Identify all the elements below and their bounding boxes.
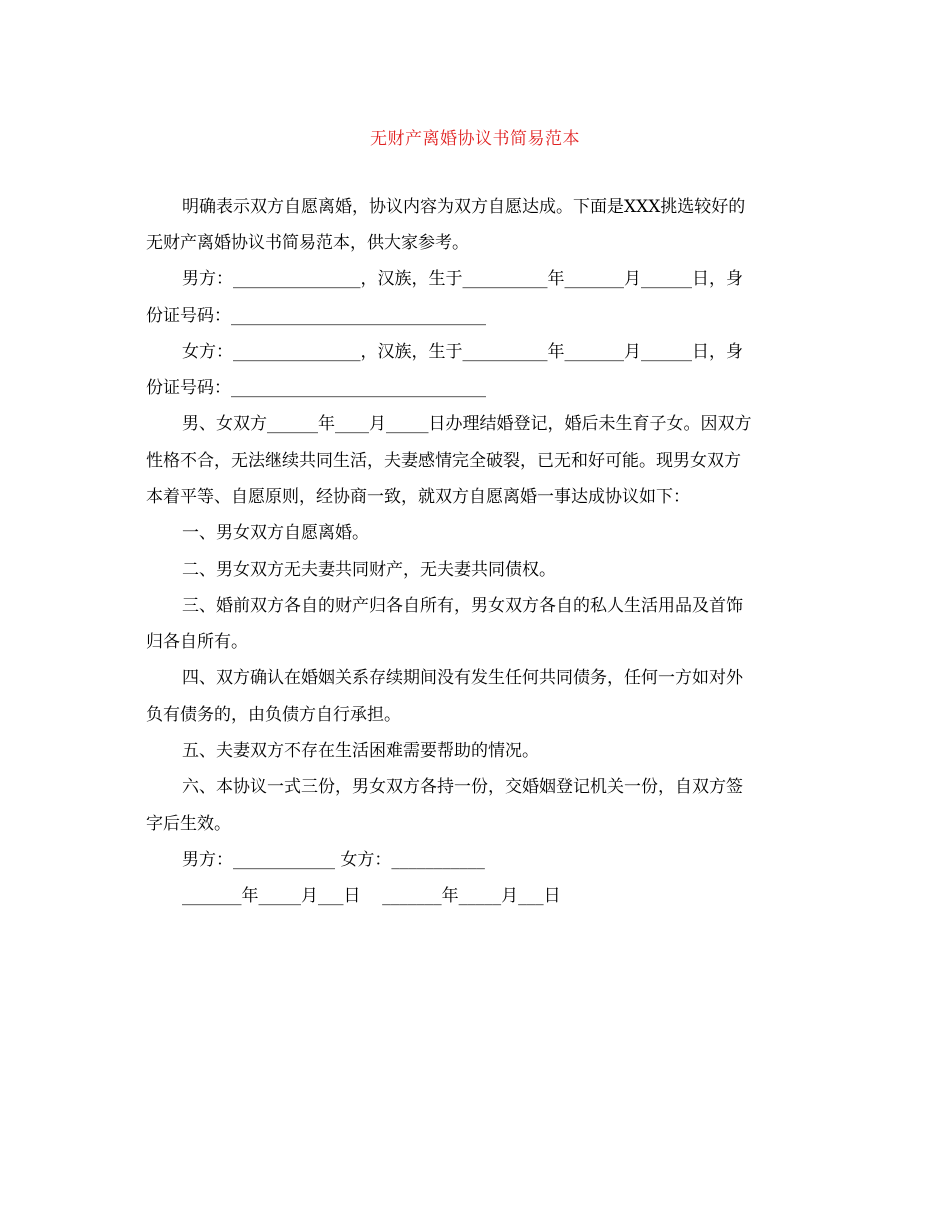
- signature-dates-line: _______年_____月___日 _______年_____月___日: [182, 886, 561, 906]
- intro-line-1: 明确表示双方自愿离婚，协议内容为双方自愿达成。下面是XXX挑选较好的: [182, 197, 746, 217]
- clause-3-line-2: 归各自所有。: [146, 632, 248, 652]
- clause-4-line-2: 负有债务的，由负债方自行承担。: [146, 705, 401, 725]
- clause-6-line-1: 六、本协议一式三份，男女双方各持一份，交婚姻登记机关一份，自双方签: [182, 777, 743, 797]
- document-title: 无财产离婚协议书简易范本: [370, 129, 580, 149]
- clause-6-line-2: 字后生效。: [146, 814, 231, 834]
- clause-5: 五、夫妻双方不存在生活困难需要帮助的情况。: [182, 741, 539, 761]
- signature-names-line: 男方：____________ 女方：___________: [182, 850, 485, 870]
- clause-1: 一、男女双方自愿离婚。: [182, 523, 369, 543]
- intro-line-2: 无财产离婚协议书简易范本，供大家参考。: [146, 233, 469, 253]
- female-party-id-line: 份证号码：______________________________: [146, 378, 486, 398]
- clause-3-line-1: 三、婚前双方各自的财产归各自所有，男女双方各自的私人生活用品及首饰: [182, 596, 743, 616]
- male-party-line-1: 男方：_______________，汉族，生于__________年_______月______日，身: [182, 269, 743, 289]
- clause-2: 二、男女双方无夫妻共同财产，无夫妻共同债权。: [182, 560, 556, 580]
- female-party-line-1: 女方：_______________，汉族，生于__________年_______月______日，身: [182, 342, 743, 362]
- background-line-3: 本着平等、自愿原则，经协商一致，就双方自愿离婚一事达成协议如下：: [146, 487, 690, 507]
- background-line-1: 男、女双方______年____月_____日办理结婚登记，婚后未生育子女。因双方: [182, 414, 752, 434]
- background-line-2: 性格不合，无法继续共同生活，夫妻感情完全破裂，已无和好可能。现男女双方: [146, 451, 741, 471]
- clause-4-line-1: 四、双方确认在婚姻关系存续期间没有发生任何共同债务，任何一方如对外: [182, 668, 743, 688]
- male-party-id-line: 份证号码：______________________________: [146, 306, 486, 326]
